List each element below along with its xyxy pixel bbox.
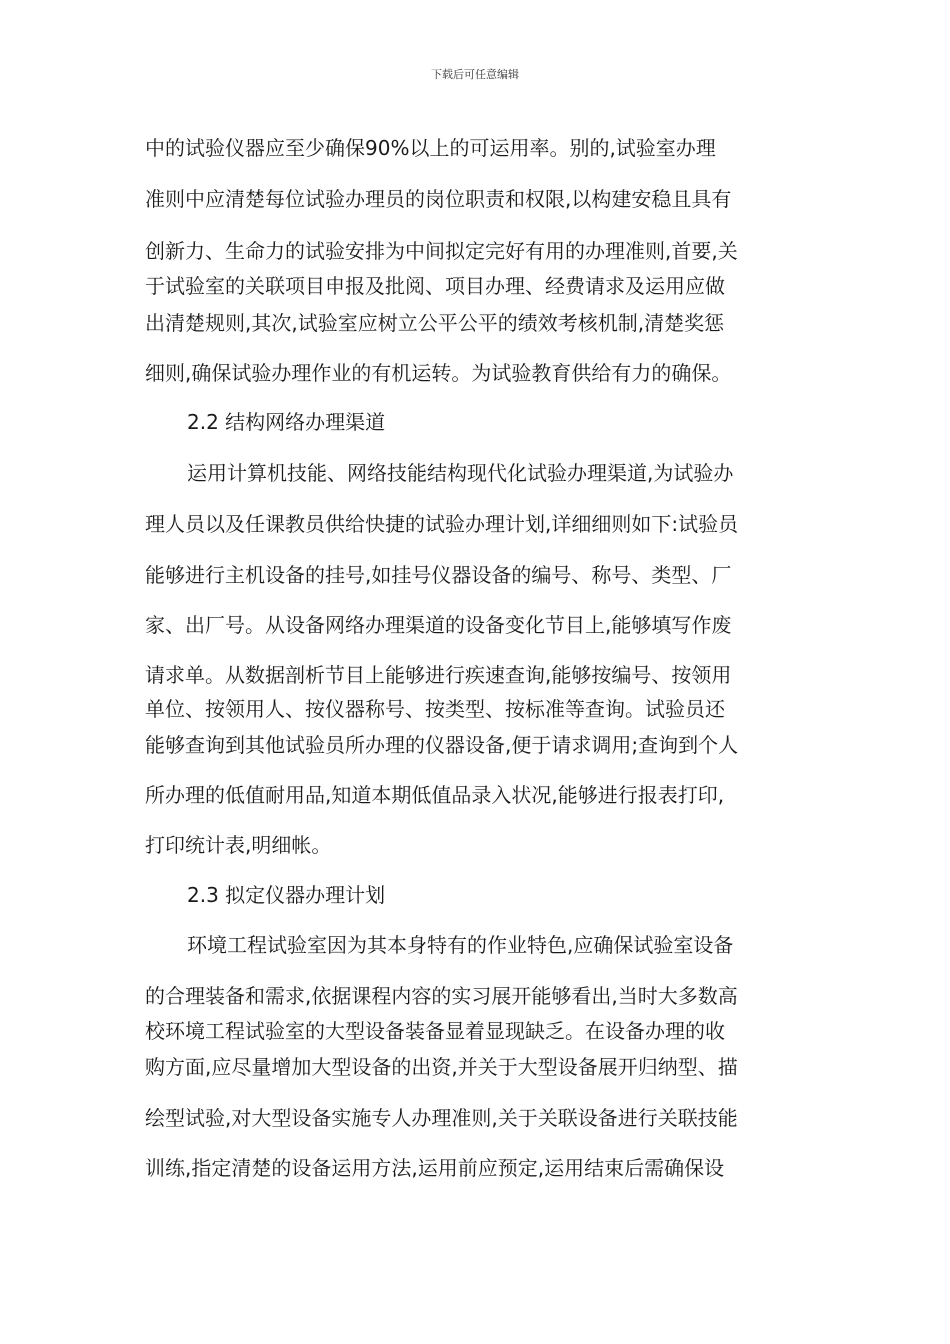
text-line: 准则中应清楚每位试验办理员的岗位职责和权限,以构建安稳且具有 <box>145 187 732 211</box>
text-line: 中的试验仪器应至少确保90%以上的可运用率。别的,试验室办理 <box>145 136 716 160</box>
text-line: 校环境工程试验室的大型设备装备显着显现缺乏。在设备办理的收 <box>145 1019 725 1043</box>
text-line: 运用计算机技能、网络技能结构现代化试验办理渠道,为试验办 <box>187 461 734 485</box>
text-line: 环境工程试验室因为其本身特有的作业特色,应确保试验室设备 <box>187 933 734 957</box>
text-line: 理人员以及任课教员供给快捷的试验办理计划,详细细则如下:试验员 <box>145 512 739 536</box>
section-heading: 2.3 拟定仪器办理计划 <box>187 883 386 907</box>
text-line: 能够进行主机设备的挂号,如挂号仪器设备的编号、称号、类型、厂 <box>145 563 732 587</box>
text-line: 绘型试验,对大型设备实施专人办理准则,关于关联设备进行关联技能 <box>145 1106 738 1130</box>
text-line: 训练,指定清楚的设备运用方法,运用前应预定,运用结束后需确保设 <box>145 1156 725 1180</box>
text-line: 细则,确保试验办理作业的有机运转。为试验教育供给有力的确保。 <box>145 361 732 385</box>
text-line: 打印统计表,明细帐。 <box>145 833 332 857</box>
text-line: 请求单。从数据剖析节目上能够进行疾速查询,能够按编号、按领用 <box>145 663 732 687</box>
text-line: 购方面,应尽量增加大型设备的出资,并关于大型设备展开归纳型、描 <box>145 1055 738 1079</box>
text-line: 所办理的低值耐用品,知道本期低值品录入状况,能够进行报表打印, <box>145 783 725 807</box>
text-line: 单位、按领用人、按仪器称号、按类型、按标准等查询。试验员还 <box>145 697 725 721</box>
text-line: 出清楚规则,其次,试验室应树立公平公平的绩效考核机制,清楚奖惩 <box>145 311 725 335</box>
text-line: 家、出厂号。从设备网络办理渠道的设备变化节目上,能够填写作废 <box>145 613 732 637</box>
page-header: 下载后可任意编辑 <box>431 68 519 81</box>
text-line: 能够查询到其他试验员所办理的仪器设备,便于请求调用;查询到个人 <box>145 733 739 757</box>
text-line: 创新力、生命力的试验安排为中间拟定完好有用的办理准则,首要,关 <box>145 239 738 263</box>
section-heading: 2.2 结构网络办理渠道 <box>187 410 386 434</box>
text-line: 的合理装备和需求,依据课程内容的实习展开能够看出,当时大多数高 <box>145 984 738 1008</box>
text-line: 于试验室的关联项目申报及批阅、项目办理、经费请求及运用应做 <box>145 274 725 298</box>
